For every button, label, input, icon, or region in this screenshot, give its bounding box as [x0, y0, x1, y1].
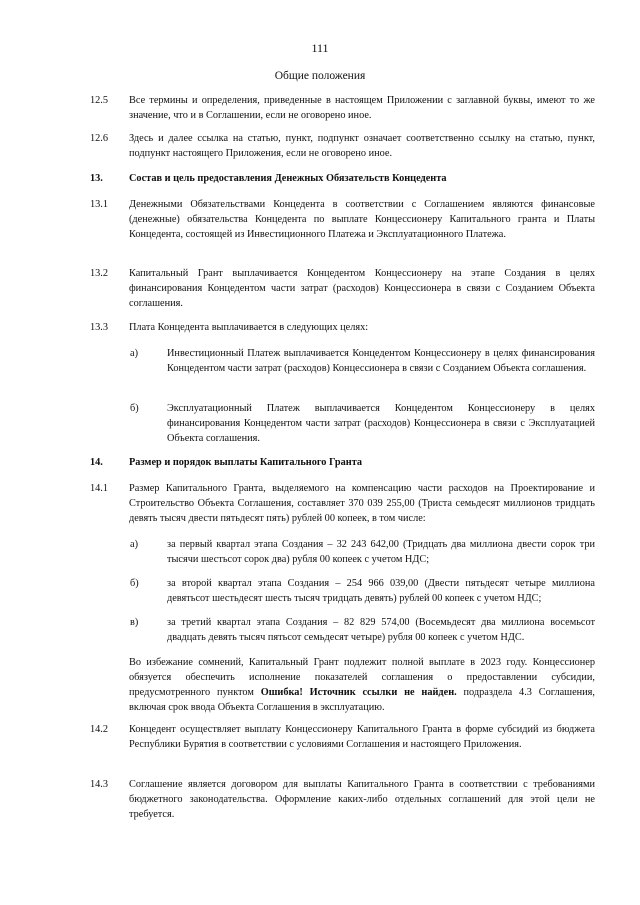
clause-number: 14.2 [90, 724, 109, 735]
clause-text: Концедент осуществляет выплату Концессионеру Капитального Гранта в форме субсидий из бюджета Республики Бурятия в соответствии с условиями Соглашения и настоящего Приложения. [129, 724, 595, 750]
paragraph-part-1: Во избежание сомнений, Капитальный Грант подлежит полной выплате в 2023 году. Концессионер обязуется обеспечить исполнение показателей соглашения о предоставлении субсидии, предусмотренного пунктом [129, 657, 595, 698]
subclause-text: Эксплуатационный Платеж выплачивается Концедентом Концессионеру в целях финансирования Концедентом части затрат (расходов) Концессионера в связи с Эксплуатацией Объекта соглашения. [167, 403, 595, 444]
subclause-text: за первый квартал этапа Создания – 32 243 642,00 (Тридцать два миллиона двести сорок три тысячи шестьсот сорок два) рубля 00 копеек с учетом НДС; [167, 539, 595, 565]
subclause-text: за третий квартал этапа Создания – 82 829 574,00 (Восемьдесят два миллиона восемьсот двадцать девять тысяч пятьсот семьдесят четыре) рубля 00 копеек с учетом НДС. [167, 617, 595, 643]
subclause-letter: а) [130, 539, 138, 550]
broken-reference-error: Ошибка! Источник ссылки не найден. [260, 687, 457, 698]
clause-text: Здесь и далее ссылка на статью, пункт, подпункт означает соответственно ссылку на статью, пункт, подпункт настоящего Приложения, если не оговорено иное. [129, 133, 595, 159]
clause-number: 12.5 [90, 95, 109, 106]
heading-text: Состав и цель предоставления Денежных Обязательств Концедента [129, 173, 447, 184]
subclause-letter: а) [130, 348, 138, 359]
heading-text: Размер и порядок выплаты Капитального Гранта [129, 457, 363, 468]
subclause-letter: в) [130, 617, 139, 628]
clause-text: Соглашение является договором для выплаты Капитального Гранта в соответствии с требованиями бюджетного законодательства. Оформление каких-либо отдельных соглашений для этой цели не требуется. [129, 779, 595, 820]
clause-text: Плата Концедента выплачивается в следующих целях: [129, 322, 369, 333]
clause-number: 13.3 [90, 322, 109, 333]
section-title: Общие положения [274, 70, 366, 82]
clause-number: 14.1 [90, 483, 109, 494]
subclause-letter: б) [130, 578, 139, 589]
page-number: 111 [311, 41, 329, 55]
clause-text: Все термины и определения, приведенные в настоящем Приложении с заглавной буквы, имеют то же значение, что и в Соглашении, если не оговорено иное. [129, 95, 595, 121]
clause-number: 12.6 [90, 133, 109, 144]
subclause-text: за второй квартал этапа Создания – 254 966 039,00 (Двести пятьдесят четыре миллиона девятьсот шестьдесят шесть тысяч тридцать девять) рублей 00 копеек с учетом НДС; [167, 578, 595, 604]
heading-number: 14. [90, 457, 103, 468]
clause-text: Размер Капитального Гранта, выделяемого на компенсацию части расходов на Проектирование и Строительство Объекта Соглашения, составляет 370 039 255,00 (Триста семьдесят миллионов тридцать девять тысяч двести пятьдесят пять) рублей 00 копеек, в том числе: [129, 483, 595, 524]
clause-number: 13.1 [90, 199, 109, 210]
clause-number: 14.3 [90, 779, 109, 790]
clause-number: 13.2 [90, 268, 109, 279]
subclause-letter: б) [130, 403, 139, 414]
paragraph-14-1 [129, 655, 595, 715]
clause-text: Капитальный Грант выплачивается Концедентом Концессионеру на этапе Создания в целях финансирования Концедентом части затрат (расходов) Концессионера в связи с Созданием Объекта соглашения. [129, 268, 595, 309]
clause-text: Денежными Обязательствами Концедента в соответствии с Соглашением являются финансовые (денежные) обязательства Концедента по выплате Концессионеру Капитального гранта и Платы Концедента, состоящей из Инвестиционного Платежа и Эксплуатационного Платежа. [129, 199, 595, 240]
subclause-text: Инвестиционный Платеж выплачивается Концедентом Концессионеру в целях финансирования Концедентом части затрат (расходов) Концессионера в связи с Созданием Объекта соглашения. [167, 348, 595, 374]
paragraph-part-2: подраздела 4.3 Соглашения, включая срок ввода Объекта Соглашения в эксплуатацию. [129, 687, 595, 713]
heading-number: 13. [90, 173, 103, 184]
